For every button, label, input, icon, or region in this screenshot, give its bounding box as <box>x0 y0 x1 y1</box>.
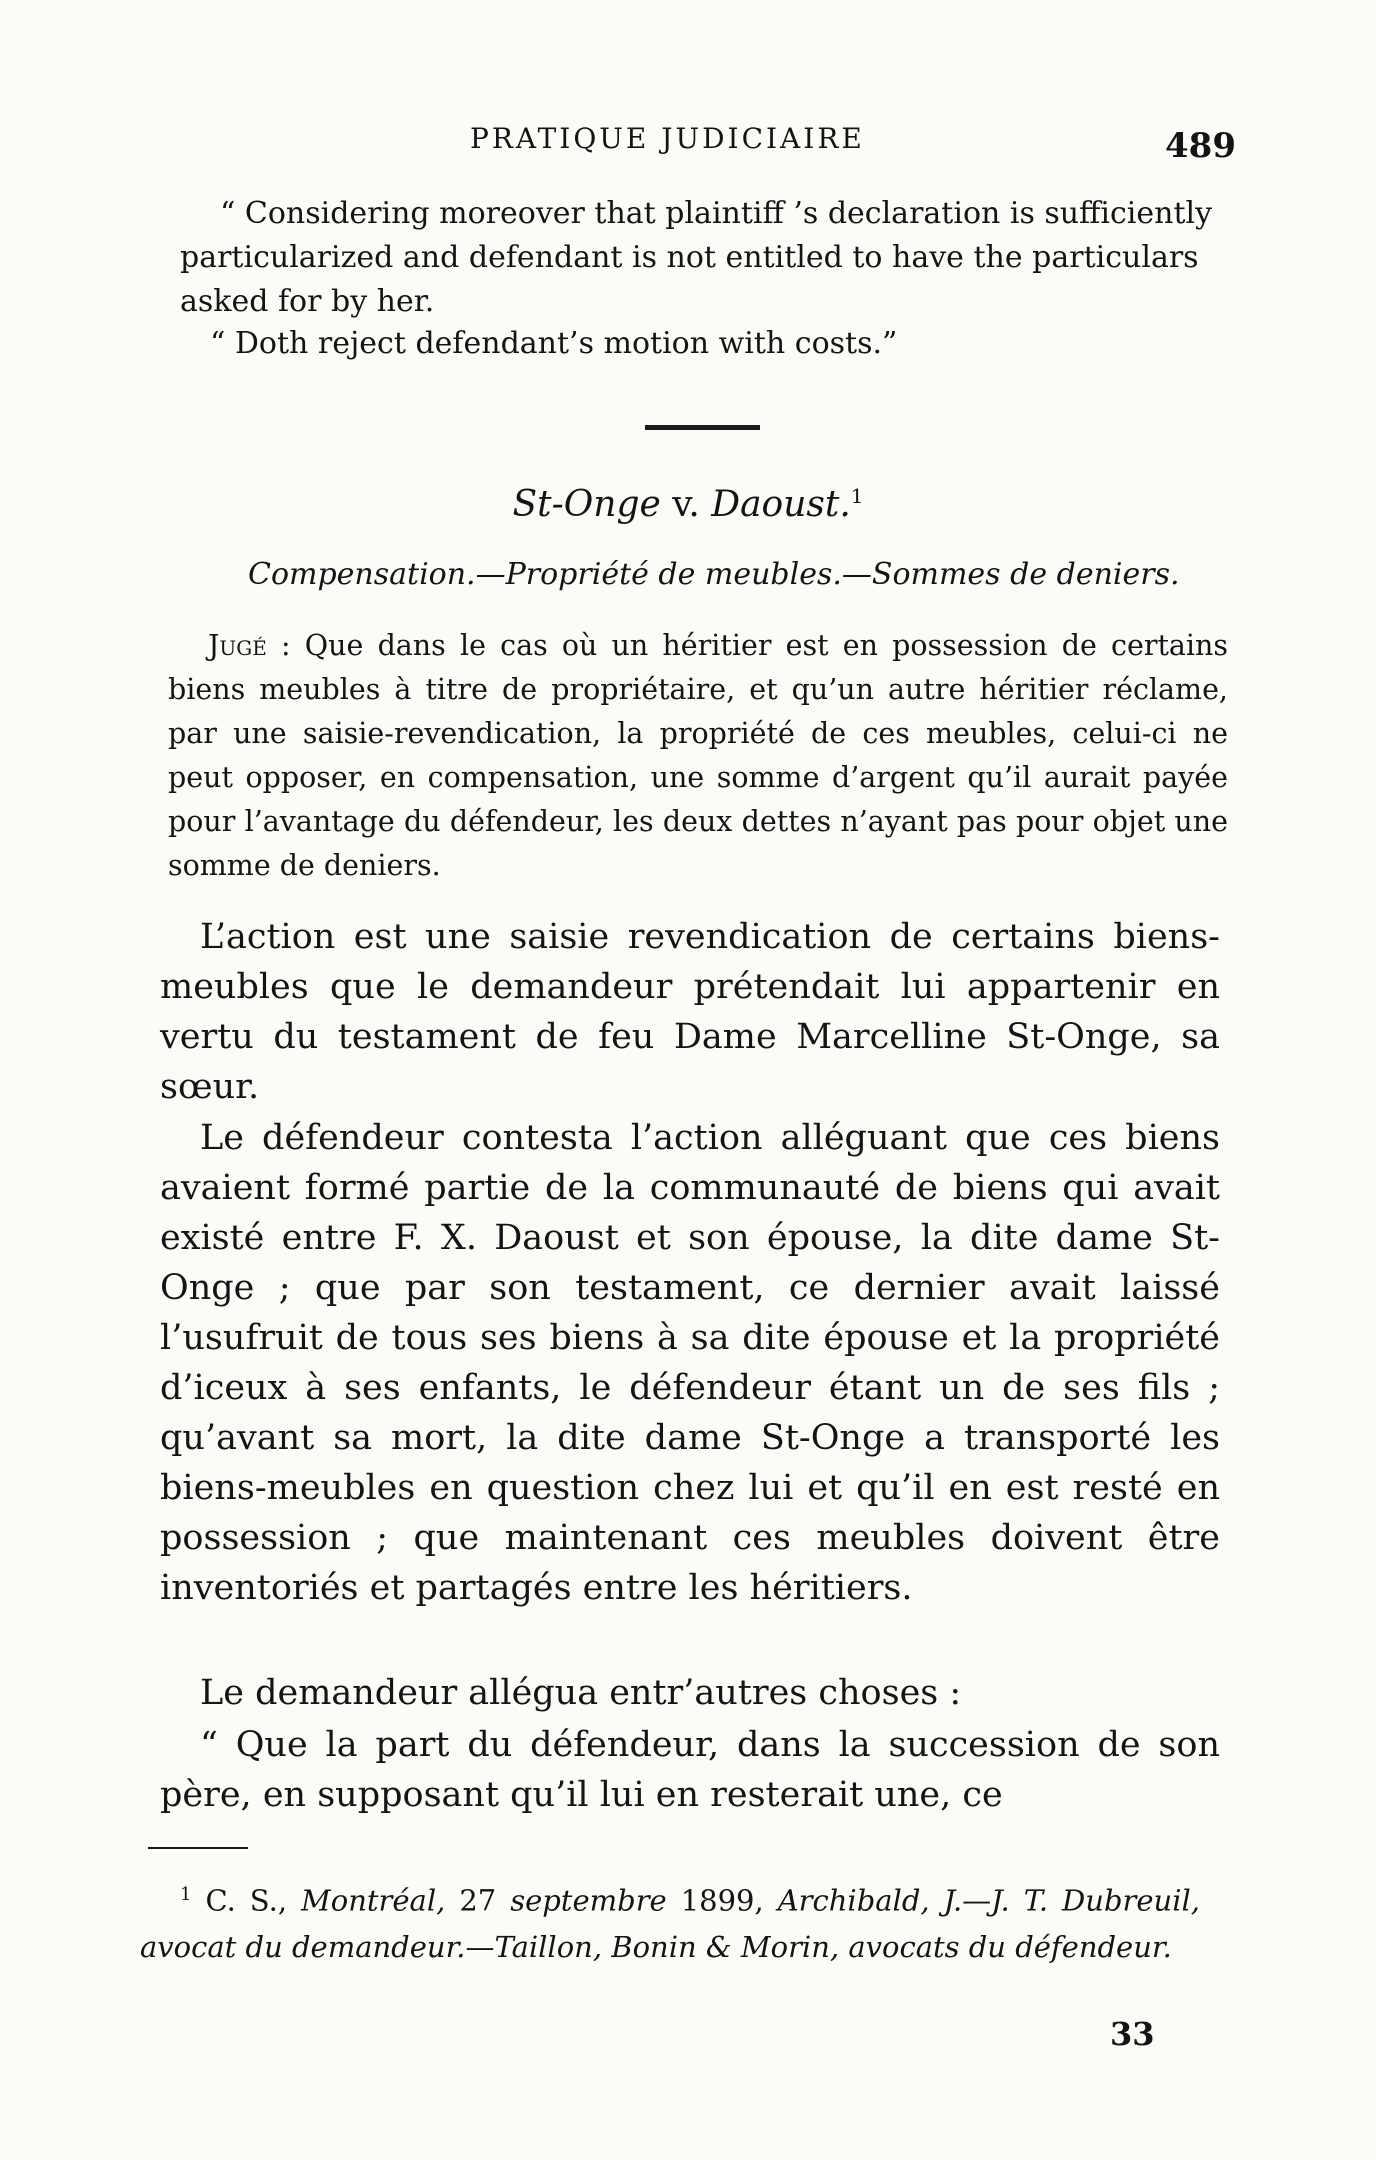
case-versus: v. <box>672 484 700 525</box>
holding-paragraph <box>168 624 1228 888</box>
footnote-place: Montréal, <box>301 1883 446 1918</box>
footnote-text-b: 27 <box>445 1883 511 1918</box>
case-footnote-ref: 1 <box>850 484 864 508</box>
page-number: 489 <box>1165 126 1236 166</box>
footnote <box>140 1872 1200 1970</box>
footnote-month: septembre <box>510 1883 667 1918</box>
body-paragraph-1: L’action est une saisie revendication de certains biens-meubles que le demandeur prétendait lui appartenir en vertu du testament de feu Dame Marcelline St-Onge, sa sœur. <box>160 917 1220 1107</box>
footnote-judge-counsel: Archibald, J.—J. T. Dubreuil, avocat du demandeur.—Taillon, Bonin & Morin, avocats du défendeur. <box>140 1883 1200 1964</box>
case-party-1: St-Onge <box>512 484 661 525</box>
footnote-rule <box>148 1847 248 1849</box>
signature-mark: 33 <box>1110 2015 1155 2053</box>
quote-paragraph-1: “ Considering moreover that plaintiff ’s declaration is sufficiently particularized and defendant is not entitled to have the particulars asked for by her. <box>180 196 1213 319</box>
section-divider <box>645 425 760 430</box>
running-head: PRATIQUE JUDICIAIRE <box>470 122 865 155</box>
footnote-text-a: C. S., <box>205 1883 302 1918</box>
holding-text: : Que dans le cas où un héritier est en possession de certains biens meubles à titre de propriétaire, et qu’un autre héritier réclame, par une saisie-revendication, la propriété de ces meubles, celui-ci ne peut opposer, en compensation, une somme d’argent qu’il aurait payée pour l’avantage du défendeur, les deux dettes n’ayant pas pour objet une somme de deniers. <box>168 629 1228 882</box>
body-paragraph-3: Le demandeur allégua entr’autres choses : <box>200 1673 962 1713</box>
case-subject: Compensation.—Propriété de meubles.—Sommes de deniers. <box>248 557 1180 592</box>
case-title <box>0 484 1376 525</box>
quote-paragraph-2: “ Doth reject defendant’s motion with costs.” <box>210 326 898 361</box>
footnote-number: 1 <box>180 1884 192 1905</box>
body-paragraph-2: Le défendeur contesta l’action alléguant que ces biens avaient formé partie de la communauté de biens qui avait existé entre F. X. Daoust et son épouse, la dite dame St-Onge ; que par son testament, ce dernier avait laissé l’usufruit de tous ses biens à sa dite épouse et la propriété d’iceux à ses enfants, le défendeur étant un de ses fils ; qu’avant sa mort, la dite dame St-Onge a transporté les biens-meubles en question chez lui et qu’il en est resté en possession ; que maintenant ces meubles doivent être inventoriés et partagés entre les héritiers. <box>160 1118 1220 1608</box>
footnote-text-c: 1899, <box>666 1883 778 1918</box>
case-party-2: Daoust. <box>711 484 851 525</box>
holding-label: Jugé <box>208 629 267 662</box>
body-paragraph-4: “ Que la part du défendeur, dans la succession de son père, en supposant qu’il lui en resterait une, ce <box>160 1725 1220 1815</box>
